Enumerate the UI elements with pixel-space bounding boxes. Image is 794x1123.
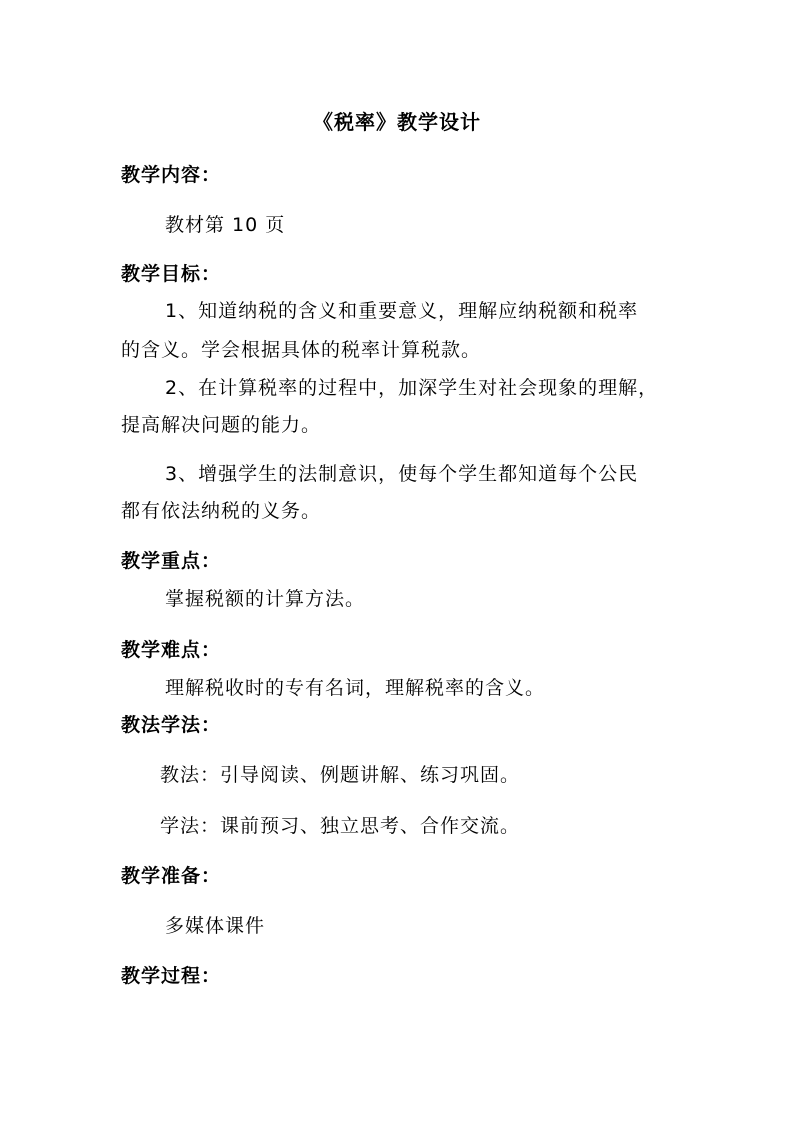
objective-line: 的含义。学会根据具体的税率计算税款。 (121, 339, 482, 361)
key-points-text: 掌握税额的计算方法。 (165, 588, 366, 610)
heading-difficulties: 教学难点： (121, 639, 222, 661)
heading-teaching-content: 教学内容： (121, 164, 222, 186)
heading-process: 教学过程： (121, 965, 222, 987)
heading-methods: 教法学法： (121, 714, 222, 736)
heading-teaching-objectives: 教学目标： (121, 263, 222, 285)
teaching-method-text: 教法：引导阅读、例题讲解、练习巩固。 (160, 764, 521, 786)
objective-line: 3、增强学生的法制意识，使每个学生都知道每个公民 (165, 463, 639, 485)
heading-key-points: 教学重点： (121, 550, 222, 572)
learning-method-text: 学法：课前预习、独立思考、合作交流。 (160, 815, 521, 837)
teaching-content-text: 教材第 10 页 (165, 214, 286, 236)
heading-preparation: 教学准备： (121, 865, 222, 887)
difficulties-text: 理解税收时的专有名词，理解税率的含义。 (165, 677, 546, 699)
document-title: 《税率》教学设计 (313, 110, 481, 134)
objective-line: 2、在计算税率的过程中，加深学生对社会现象的理解， (165, 377, 659, 399)
objective-line: 提高解决问题的能力。 (121, 414, 322, 436)
objective-line: 都有依法纳税的义务。 (121, 500, 322, 522)
preparation-text: 多媒体课件 (165, 915, 266, 937)
objective-line: 1、知道纳税的含义和重要意义，理解应纳税额和税率 (165, 300, 639, 322)
